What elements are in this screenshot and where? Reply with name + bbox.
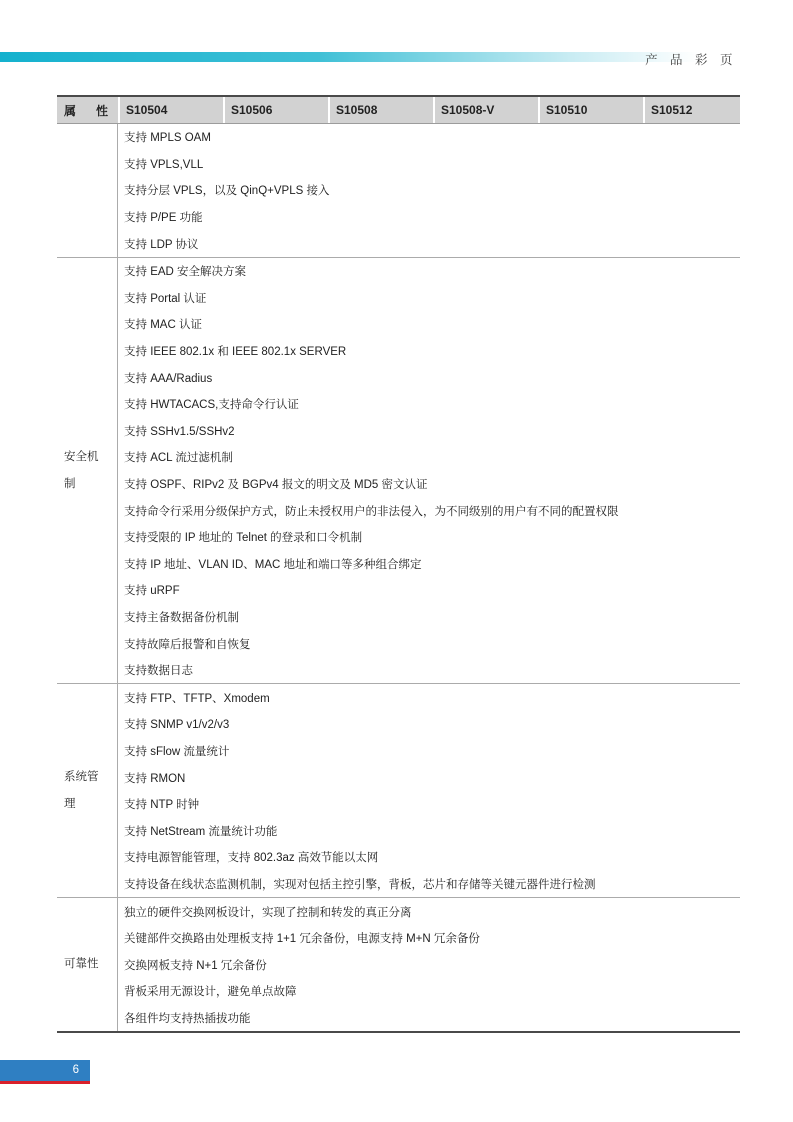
feature-row: 支持 IP 地址、VLAN ID、MAC 地址和端口等多种组合绑定 (124, 558, 422, 571)
feature-row: 支持 IEEE 802.1x 和 IEEE 802.1x SERVER (124, 346, 347, 359)
feature-row: 交换网板支持 N+1 冗余备份 (124, 959, 267, 972)
feature-row: 支持分层 VPLS，以及 QinQ+VPLS 接入 (124, 185, 330, 198)
column-header-s10512: S10512 (645, 97, 740, 123)
column-header-s10506: S10506 (225, 97, 328, 123)
column-header-s10508-v: S10508-V (435, 97, 538, 123)
table-section-可靠性 (57, 898, 740, 1031)
table-section-系统管理 (57, 684, 740, 898)
feature-row: 支持设备在线状态监测机制，实现对包括主控引擎，背板，芯片和存储等关键元器件进行检测 (124, 878, 596, 891)
feature-row: 支持 uRPF (124, 585, 180, 598)
feature-row: 各组件均支持热插拔功能 (124, 1012, 251, 1025)
category-cell (57, 258, 118, 684)
category-cell (57, 124, 118, 257)
page-header-label: 产 品 彩 页 (645, 53, 737, 67)
column-header-attribute (57, 97, 118, 123)
feature-row: 支持故障后报警和自恢复 (124, 638, 251, 651)
feature-row: 支持 FTP、TFTP、Xmodem (124, 692, 270, 705)
feature-row: 背板采用无源设计，避免单点故障 (124, 986, 297, 999)
feature-list (118, 898, 740, 1031)
feature-row: 支持 NetStream 流量统计功能 (124, 825, 278, 838)
feature-list (118, 258, 740, 684)
feature-row: 支持数据日志 (124, 665, 193, 678)
category-cell (57, 684, 118, 897)
feature-row: 支持 LDP 协议 (124, 238, 199, 251)
feature-row: 支持 MAC 认证 (124, 319, 202, 332)
category-label: 安全机制 (64, 451, 99, 490)
feature-row: 支持 EAD 安全解决方案 (124, 266, 247, 279)
feature-row: 独立的硬件交换网板设计，实现了控制和转发的真正分离 (124, 906, 412, 919)
table-header-row (57, 97, 740, 124)
feature-row: 支持 RMON (124, 772, 186, 785)
feature-row: 支持 P/PE 功能 (124, 212, 203, 225)
feature-row: 支持 MPLS OAM (124, 132, 211, 145)
feature-row: 支持受限的 IP 地址的 Telnet 的登录和口令机制 (124, 532, 363, 545)
category-cell (57, 898, 118, 1031)
feature-row: 关键部件交换路由处理板支持 1+1 冗余备份，电源支持 M+N 冗余备份 (124, 933, 480, 946)
feature-row: 支持电源智能管理，支持 802.3az 高效节能以太网 (124, 852, 379, 865)
category-label: 系统管理 (64, 771, 99, 810)
feature-row: 支持 SSHv1.5/SSHv2 (124, 425, 235, 438)
attribute-char-2: 性 (95, 103, 108, 118)
page-number: 6 (72, 1064, 79, 1076)
category-label: 可靠性 (64, 958, 99, 971)
column-header-s10504: S10504 (120, 97, 223, 123)
column-header-s10510: S10510 (540, 97, 643, 123)
feature-row: 支持 Portal 认证 (124, 292, 207, 305)
feature-row: 支持 OSPF、RIPv2 及 BGPv4 报文的明文及 MD5 密文认证 (124, 479, 428, 492)
feature-row: 支持 NTP 时钟 (124, 799, 200, 812)
feature-row: 支持 ACL 流过滤机制 (124, 452, 233, 465)
feature-list (118, 684, 740, 897)
feature-row: 支持 VPLS,VLL (124, 158, 204, 171)
feature-row: 支持 AAA/Radius (124, 372, 213, 385)
feature-row: 支持 sFlow 流量统计 (124, 745, 230, 758)
feature-row: 支持 SNMP v1/v2/v3 (124, 719, 230, 732)
table-body (57, 124, 740, 1031)
feature-list (118, 124, 740, 257)
column-header-s10508: S10508 (330, 97, 433, 123)
feature-row: 支持 HWTACACS,支持命令行认证 (124, 399, 299, 412)
attribute-char-1: 属 (64, 103, 77, 118)
feature-row: 支持主备数据备份机制 (124, 611, 239, 624)
footer-page-bar (0, 1060, 90, 1084)
table-section-安全机制 (57, 258, 740, 685)
table-section-continued (57, 124, 740, 258)
spec-table (57, 95, 740, 1033)
feature-row: 支持命令行采用分级保护方式，防止未授权用户的非法侵入，为不同级别的用户有不同的配置权限 (124, 505, 619, 518)
